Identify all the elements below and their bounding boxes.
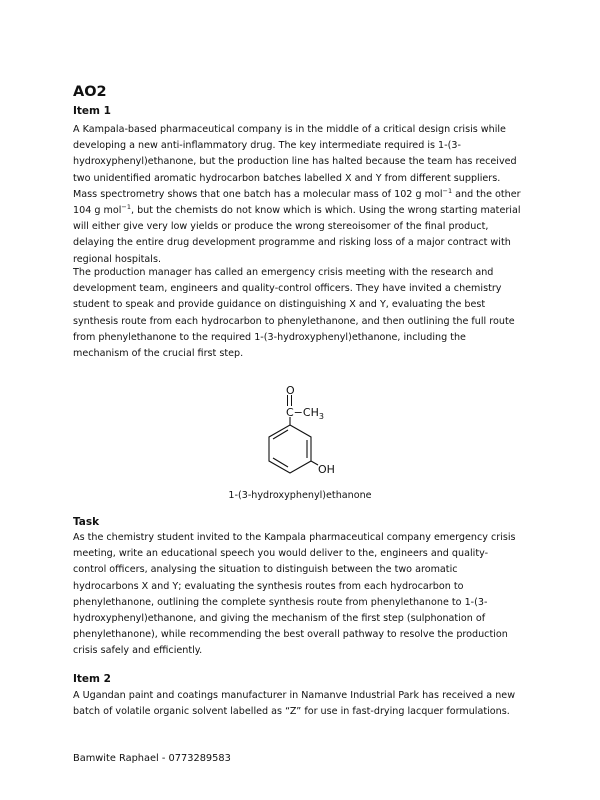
text-line: phenylethanone, outlining the complete synthesis route from phenylethanone to 1-(3- — [73, 596, 488, 608]
text-line: student to speak and provide guidance on distinguishing X and Y, evaluating the best — [73, 299, 486, 311]
single-bond — [311, 461, 318, 465]
text-line: synthesis route from each hydrocarbon to phenylethanone, and then outlining the full route — [73, 315, 515, 327]
text-line: batch of volatile organic solvent labelled as “Z” for use in fast-drying lacquer formulations. — [73, 706, 510, 718]
methyl-subscript: 3 — [318, 412, 324, 421]
double-bond — [273, 430, 288, 439]
text-line: hydroxyphenyl)ethanone, but the production line has halted because the team has received — [73, 156, 517, 168]
text-line — [73, 187, 531, 203]
oxygen-label: O — [286, 385, 295, 397]
text-fragment: Mass spectrometry shows that one batch has a molecular mass of 102 g mol — [73, 188, 443, 200]
text-fragment: 104 g mol — [73, 205, 122, 217]
text-line: two unidentified aromatic hydrocarbon batches labelled X and Y from different suppliers. — [73, 172, 501, 184]
text-line: regional hospitals. — [73, 253, 161, 265]
figure-caption: 1-(3-hydroxyphenyl)ethanone — [228, 490, 372, 501]
text-line: A Ugandan paint and coatings manufacturer in Namanve Industrial Park has received a new — [73, 690, 516, 701]
methyl-label — [286, 406, 324, 421]
text-line: from phenylethanone to the required 1-(3-hydroxyphenyl)ethanone, including the — [73, 331, 466, 343]
text-line: developing a new anti-inflammatory drug. The key intermediate required is 1-(3- — [73, 140, 461, 152]
item1-paragraph-1 — [73, 122, 531, 268]
task-title: Task — [73, 516, 100, 528]
text-line: crisis safely and efficiently. — [73, 645, 203, 657]
hydroxyl-label: OH — [318, 463, 335, 476]
task-paragraph — [73, 530, 531, 660]
molecule-structure — [255, 385, 365, 480]
text-line: mechanism of the crucial first step. — [73, 348, 244, 360]
text-line: development team, engineers and quality-control officers. They have invited a chemistry — [73, 283, 502, 295]
double-bond — [273, 458, 288, 467]
item1-paragraph-2 — [73, 265, 531, 362]
item1-title: Item 1 — [73, 105, 111, 117]
text-fragment: , but the chemists do not know which is which. Using the wrong starting material — [130, 205, 521, 217]
text-line: phenylethanone), while recommending the best overall pathway to resolve the production — [73, 629, 508, 641]
text-line: delaying the entire drug development programme and risking loss of a major contract with — [73, 237, 511, 249]
page-footer: Bamwite Raphael - 0773289583 — [73, 753, 231, 764]
text-line: meeting, write an educational speech you would deliver to the, engineers and quality- — [73, 548, 489, 560]
text-line: control officers, analysing the situation to distinguish between the two aromatic — [73, 564, 458, 576]
item2-paragraph — [73, 688, 531, 720]
text-fragment: and the other — [452, 188, 521, 200]
text-line: The production manager has called an emergency crisis meeting with the research and — [73, 267, 494, 278]
section-heading: AO2 — [73, 84, 107, 100]
item2-title: Item 2 — [73, 673, 111, 685]
text-line: As the chemistry student invited to the Kampala pharmaceutical company emergency crisis — [73, 532, 516, 543]
text-line: hydroxyphenyl)ethanone, and giving the mechanism of the first step (sulphonation of — [73, 613, 486, 625]
benzene-ring — [269, 425, 311, 473]
text-line: A Kampala-based pharmaceutical company is in the middle of a critical design crisis while — [73, 124, 506, 135]
text-line: will either give very low yields or produce the wrong stereoisomer of the final product, — [73, 221, 489, 233]
text-line — [73, 203, 531, 219]
text-line: hydrocarbons X and Y; evaluating the synthesis routes from each hydrocarbon to — [73, 580, 464, 592]
superscript: −1 — [442, 186, 453, 195]
methyl-text: C−CH — [286, 406, 319, 419]
superscript: −1 — [121, 202, 131, 211]
